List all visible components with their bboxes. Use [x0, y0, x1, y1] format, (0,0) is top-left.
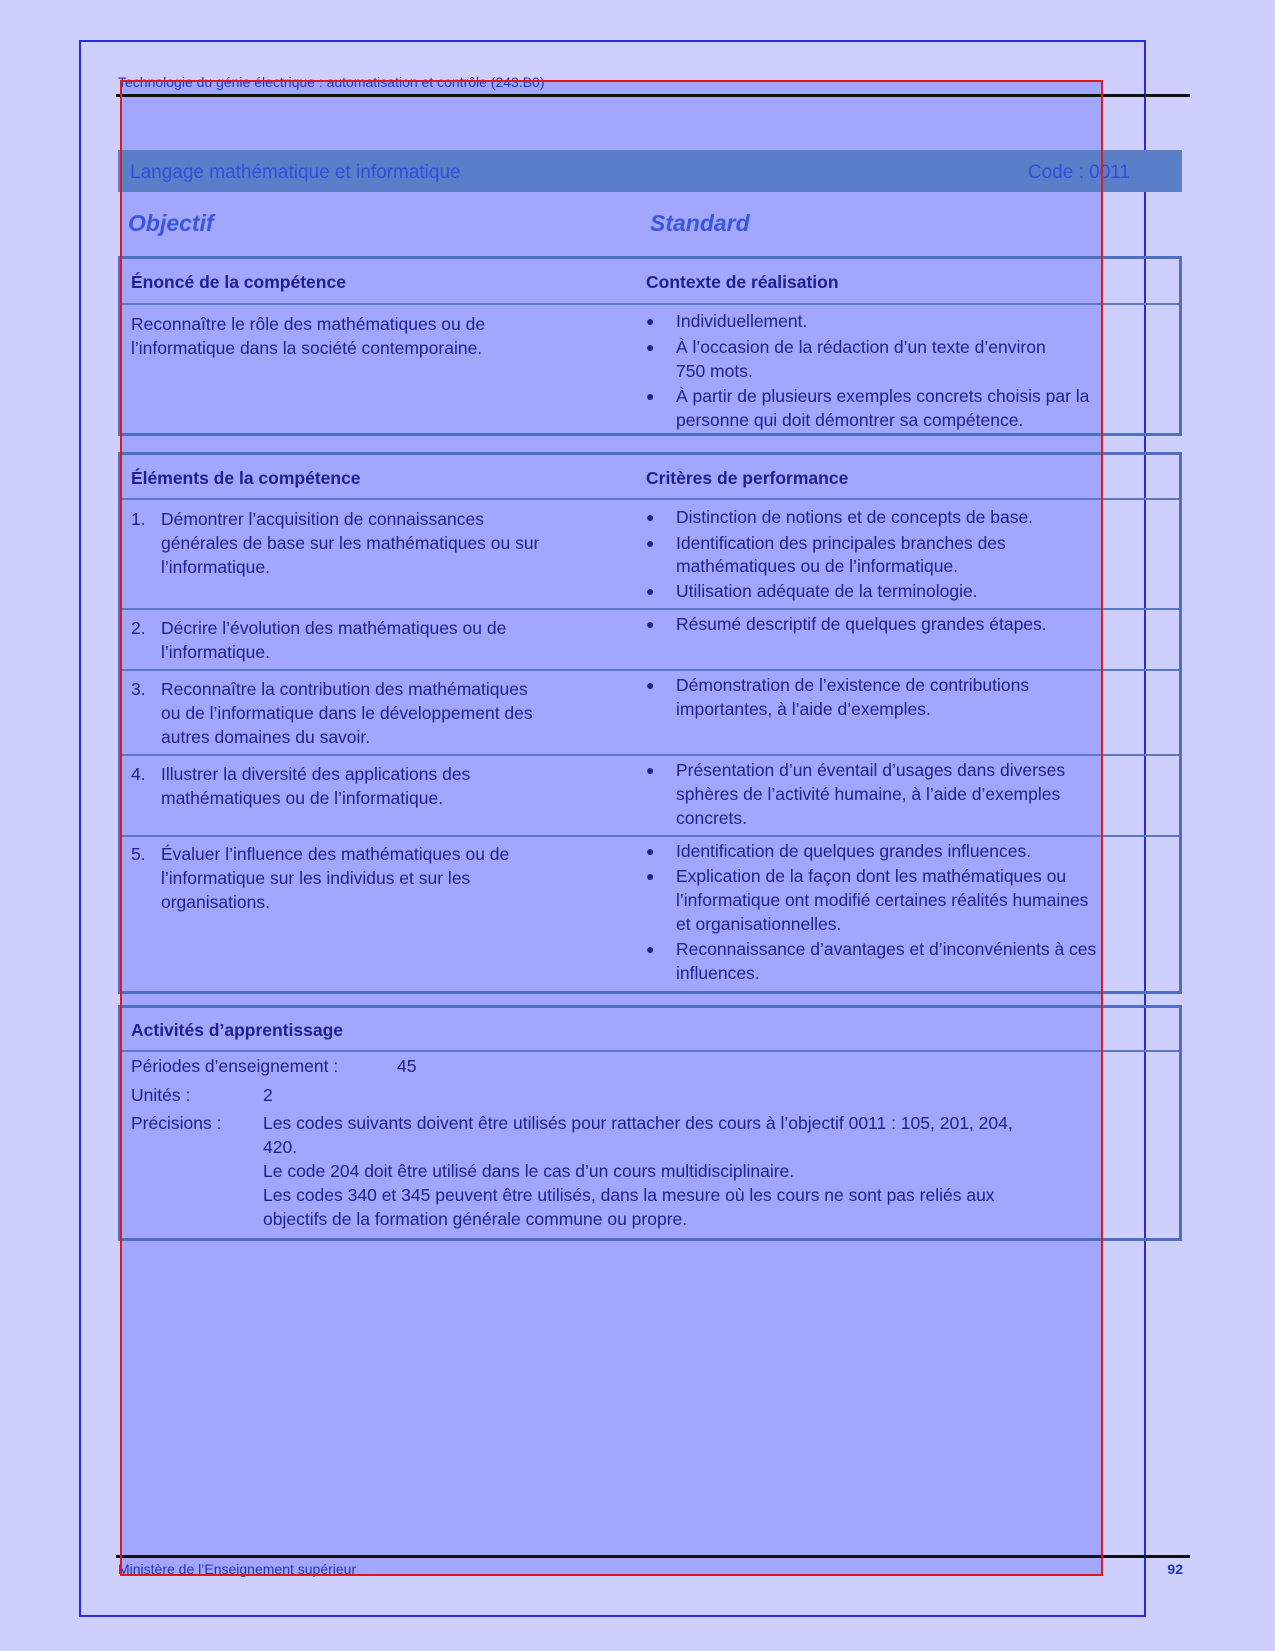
- bullet-icon: ●: [646, 843, 655, 859]
- element-line: l’informatique.: [161, 557, 270, 577]
- header-rule: [116, 94, 1190, 97]
- bullet-icon: ●: [646, 509, 655, 525]
- context-item: À partir de plusieurs exemples concrets choisis par la: [676, 386, 1090, 406]
- element-number: 1.: [131, 509, 146, 529]
- bullet-icon: ●: [646, 677, 655, 693]
- context-item: personne qui doit démontrer sa compétence.: [676, 410, 1024, 430]
- bullet-icon: ●: [646, 868, 655, 884]
- objective-title: Langage mathématique et informatique: [130, 162, 461, 183]
- row-divider: [121, 754, 1179, 756]
- element-number: 4.: [131, 764, 146, 784]
- bullet-icon: ●: [646, 313, 655, 329]
- element-line: Décrire l’évolution des mathématiques ou de: [161, 618, 507, 638]
- context-item: 750 mots.: [676, 361, 753, 381]
- row-divider: [121, 1050, 1179, 1052]
- element-line: Reconnaître la contribution des mathématiques: [161, 679, 528, 699]
- element-number: 2.: [131, 618, 146, 638]
- elements-heading: Éléments de la compétence: [131, 468, 361, 488]
- element-line: générales de base sur les mathématiques ou sur: [161, 533, 540, 553]
- criterion-line: Utilisation adéquate de la terminologie.: [676, 581, 978, 601]
- periodes-label: Périodes d’enseignement :: [131, 1056, 339, 1076]
- standard-heading: Standard: [650, 210, 750, 236]
- footer-ministry: Ministère de l’Enseignement supérieur: [118, 1561, 357, 1577]
- criterion-line: Distinction de notions et de concepts de base.: [676, 507, 1034, 527]
- element-number: 3.: [131, 679, 146, 699]
- element-line: autres domaines du savoir.: [161, 727, 371, 747]
- precisions-line: 420.: [263, 1137, 298, 1157]
- criterion-line: Explication de la façon dont les mathématiques ou: [676, 866, 1067, 886]
- element-line: Évaluer l’influence des mathématiques ou de: [161, 844, 510, 864]
- context-item: Individuellement.: [676, 311, 808, 331]
- context-heading: Contexte de réalisation: [646, 272, 839, 292]
- bullet-icon: ●: [646, 388, 655, 404]
- criterion-line: Résumé descriptif de quelques grandes étapes.: [676, 614, 1047, 634]
- periodes-value: 45: [397, 1056, 417, 1076]
- competence-statement-line: Reconnaître le rôle des mathématiques ou de: [131, 314, 486, 334]
- criterion-line: influences.: [676, 963, 760, 983]
- competence-statement-line: l’informatique dans la société contemporaine.: [131, 338, 483, 358]
- precisions-line: objectifs de la formation générale commune ou propre.: [263, 1209, 688, 1229]
- criterion-line: importantes, à l’aide d’exemples.: [676, 699, 931, 719]
- bullet-icon: ●: [646, 583, 655, 599]
- precisions-line: Les codes suivants doivent être utilisés pour rattacher des cours à l’objectif 0011 : 105, 201, 204,: [263, 1113, 1013, 1133]
- activites-heading: Activités d’apprentissage: [131, 1020, 344, 1040]
- competence-heading: Énoncé de la compétence: [131, 272, 346, 292]
- criteria-heading: Critères de performance: [646, 468, 849, 488]
- criterion-line: l’informatique ont modifié certaines réalités humaines: [676, 890, 1089, 910]
- row-divider: [121, 835, 1179, 837]
- unites-value: 2: [263, 1085, 273, 1105]
- precisions-line: Les codes 340 et 345 peuvent être utilisés, dans la mesure où les cours ne sont pas reliés aux: [263, 1185, 995, 1205]
- criterion-line: sphères de l’activité humaine, à l’aide d’exemples: [676, 784, 1061, 804]
- unites-label: Unités :: [131, 1085, 191, 1105]
- objectif-heading: Objectif: [128, 210, 214, 236]
- row-divider: [121, 669, 1179, 671]
- bullet-icon: ●: [646, 941, 655, 957]
- element-line: ou de l’informatique dans le développement des: [161, 703, 533, 723]
- bullet-icon: ●: [646, 339, 655, 355]
- row-divider: [121, 608, 1179, 610]
- element-line: l’informatique sur les individus et sur les: [161, 868, 471, 888]
- bullet-icon: ●: [646, 762, 655, 778]
- objective-title-bar: [118, 150, 1182, 192]
- page-number: 92: [1167, 1561, 1183, 1577]
- precisions-line: Le code 204 doit être utilisé dans le cas d’un cours multidisciplinaire.: [263, 1161, 795, 1181]
- element-line: mathématiques ou de l’informatique.: [161, 788, 444, 808]
- element-line: l’informatique.: [161, 642, 270, 662]
- criterion-line: mathématiques ou de l’informatique.: [676, 556, 959, 576]
- precisions-label: Précisions :: [131, 1113, 222, 1133]
- element-number: 5.: [131, 844, 146, 864]
- criterion-line: Reconnaissance d’avantages et d’inconvénients à ces: [676, 939, 1097, 959]
- bullet-icon: ●: [646, 616, 655, 632]
- footer-rule: [116, 1555, 1190, 1558]
- row-divider: [121, 498, 1179, 500]
- element-line: organisations.: [161, 892, 270, 912]
- criterion-line: concrets.: [676, 808, 747, 828]
- criterion-line: Présentation d’un éventail d’usages dans diverses: [676, 760, 1066, 780]
- criterion-line: et organisationnelles.: [676, 914, 842, 934]
- running-header: Technologie du génie électrique : automatisation et contrôle (243.B0): [118, 74, 545, 90]
- element-line: Illustrer la diversité des applications des: [161, 764, 471, 784]
- criterion-line: Identification des principales branches des: [676, 533, 1006, 553]
- objective-code: Code : 0011: [1027, 162, 1130, 183]
- element-line: Démontrer l’acquisition de connaissances: [161, 509, 484, 529]
- row-divider: [121, 303, 1179, 305]
- bullet-icon: ●: [646, 535, 655, 551]
- context-item: À l’occasion de la rédaction d’un texte d’environ: [676, 337, 1046, 357]
- criterion-line: Démonstration de l’existence de contributions: [676, 675, 1030, 695]
- criterion-line: Identification de quelques grandes influences.: [676, 841, 1032, 861]
